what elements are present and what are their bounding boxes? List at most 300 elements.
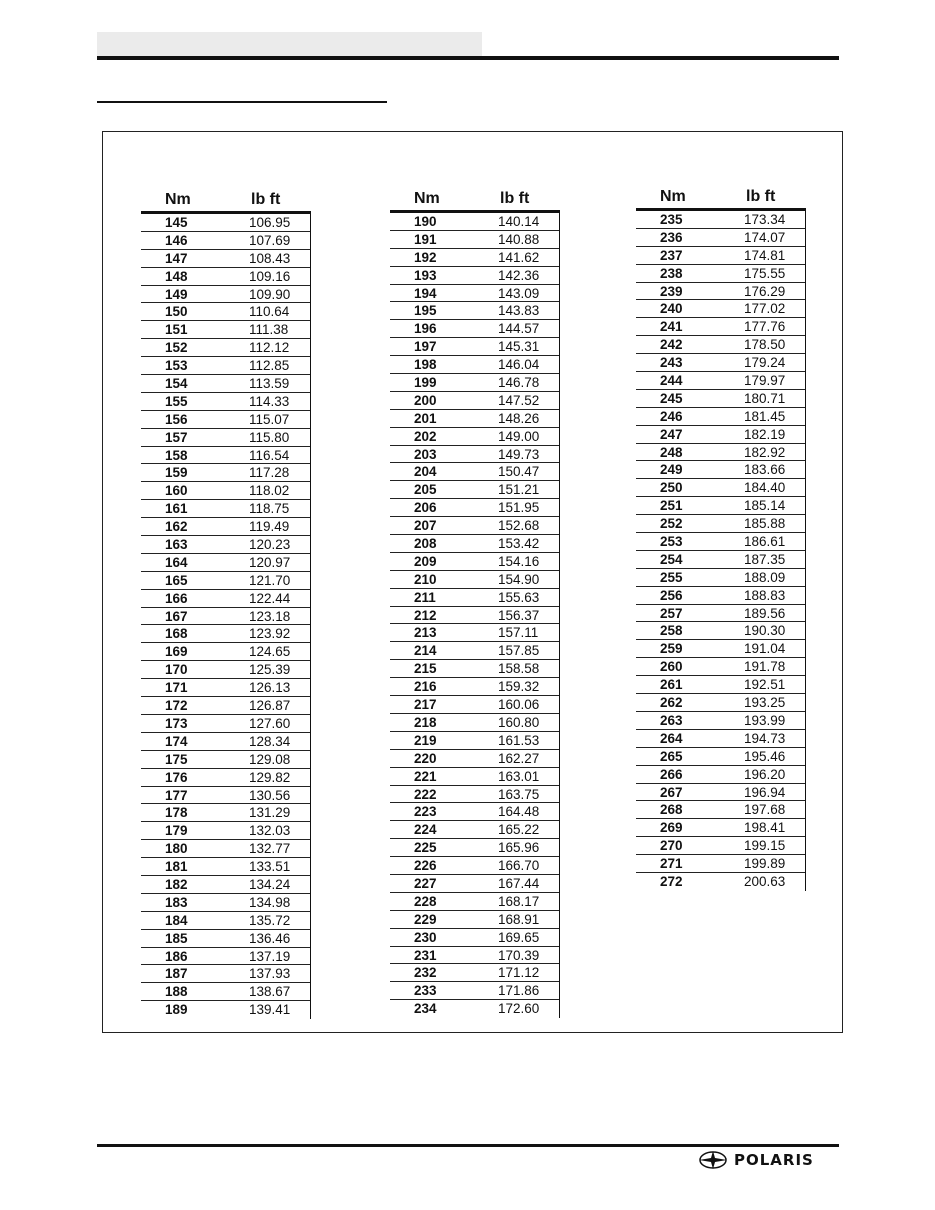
table-row bbox=[636, 372, 805, 390]
nm-value: 198 bbox=[414, 357, 437, 373]
nm-value: 259 bbox=[660, 641, 683, 657]
table-rows bbox=[141, 214, 311, 1019]
lbft-value: 180.71 bbox=[744, 390, 786, 406]
lbft-value: 109.16 bbox=[249, 268, 291, 284]
table-row bbox=[636, 801, 805, 819]
nm-value: 214 bbox=[414, 643, 437, 659]
nm-value: 234 bbox=[414, 1001, 437, 1017]
nm-value: 263 bbox=[660, 712, 683, 728]
lbft-value: 126.13 bbox=[249, 680, 291, 696]
table-row bbox=[141, 214, 310, 232]
table-row bbox=[141, 303, 310, 321]
lbft-value: 160.80 bbox=[498, 714, 540, 730]
nm-value: 152 bbox=[165, 340, 188, 356]
nm-value: 191 bbox=[414, 231, 437, 247]
table-row bbox=[141, 286, 310, 304]
lbft-value: 177.02 bbox=[744, 301, 786, 317]
lbft-value: 158.58 bbox=[498, 661, 540, 677]
table-row bbox=[141, 536, 310, 554]
nm-value: 185 bbox=[165, 930, 188, 946]
nm-value: 171 bbox=[165, 680, 188, 696]
lbft-value: 116.54 bbox=[249, 447, 290, 463]
lbft-value: 137.93 bbox=[249, 966, 291, 982]
nm-value: 227 bbox=[414, 875, 437, 891]
lbft-value: 165.96 bbox=[498, 840, 540, 856]
lbft-value: 176.29 bbox=[744, 283, 786, 299]
nm-value: 156 bbox=[165, 411, 188, 427]
nm-value: 176 bbox=[165, 769, 188, 785]
lbft-value: 200.63 bbox=[744, 873, 786, 889]
table-row bbox=[141, 715, 310, 733]
lbft-value: 195.46 bbox=[744, 748, 786, 764]
table-row bbox=[390, 481, 559, 499]
table-row bbox=[636, 551, 805, 569]
lbft-value: 185.14 bbox=[744, 498, 786, 514]
lbft-value: 125.39 bbox=[249, 662, 291, 678]
table-row bbox=[390, 463, 559, 481]
table-row bbox=[390, 642, 559, 660]
table-row bbox=[390, 320, 559, 338]
table-row bbox=[141, 751, 310, 769]
nm-value: 193 bbox=[414, 267, 437, 283]
table-row bbox=[636, 819, 805, 837]
lbft-value: 157.11 bbox=[498, 625, 539, 641]
lbft-value: 118.75 bbox=[249, 501, 290, 517]
table-row bbox=[390, 911, 559, 929]
lbft-value: 111.38 bbox=[249, 322, 289, 338]
nm-value: 208 bbox=[414, 536, 437, 552]
lbft-value: 172.60 bbox=[498, 1001, 540, 1017]
nm-value: 158 bbox=[165, 447, 188, 463]
header-shade-bar bbox=[97, 32, 482, 56]
nm-value: 187 bbox=[165, 966, 188, 982]
table-row bbox=[390, 535, 559, 553]
table-row bbox=[141, 339, 310, 357]
table-row bbox=[390, 696, 559, 714]
nm-value: 266 bbox=[660, 766, 683, 782]
column-header bbox=[141, 191, 311, 211]
nm-value: 270 bbox=[660, 838, 683, 854]
table-row bbox=[390, 714, 559, 732]
lbft-value: 192.51 bbox=[744, 677, 786, 693]
table-row bbox=[141, 965, 310, 983]
nm-value: 197 bbox=[414, 339, 437, 355]
lbft-value: 154.90 bbox=[498, 571, 540, 587]
nm-value: 172 bbox=[165, 698, 188, 714]
table-row bbox=[636, 622, 805, 640]
nm-value: 189 bbox=[165, 1002, 188, 1018]
nm-value: 245 bbox=[660, 390, 683, 406]
table-row bbox=[390, 267, 559, 285]
table-row bbox=[141, 429, 310, 447]
lbft-value: 106.95 bbox=[249, 215, 291, 230]
table-row bbox=[141, 393, 310, 411]
table-row bbox=[390, 821, 559, 839]
table-row bbox=[636, 855, 805, 873]
header-rule bbox=[97, 56, 839, 60]
lbft-value: 162.27 bbox=[498, 750, 540, 766]
lbft-value: 141.62 bbox=[498, 249, 540, 265]
lbft-value: 191.04 bbox=[744, 641, 786, 657]
nm-value: 240 bbox=[660, 301, 683, 317]
lbft-value: 167.44 bbox=[498, 875, 540, 891]
nm-value: 222 bbox=[414, 786, 437, 802]
table-row bbox=[141, 464, 310, 482]
table-row bbox=[636, 229, 805, 247]
lbft-value: 149.73 bbox=[498, 446, 540, 462]
lbft-value: 179.24 bbox=[744, 355, 786, 371]
lbft-value: 123.18 bbox=[249, 608, 291, 624]
lbft-value: 137.19 bbox=[249, 948, 291, 964]
table-row bbox=[390, 374, 559, 392]
table-row bbox=[636, 605, 805, 623]
nm-value: 170 bbox=[165, 662, 188, 678]
nm-value: 154 bbox=[165, 376, 188, 392]
nm-value: 256 bbox=[660, 587, 683, 603]
table-row bbox=[636, 211, 805, 229]
table-row bbox=[636, 479, 805, 497]
nm-value: 147 bbox=[165, 250, 188, 266]
title-rule bbox=[97, 101, 387, 103]
nm-value: 232 bbox=[414, 965, 437, 981]
header-nm: Nm bbox=[165, 191, 191, 208]
lbft-value: 145.31 bbox=[498, 339, 540, 355]
table-row bbox=[636, 444, 805, 462]
table-row bbox=[390, 857, 559, 875]
table-row bbox=[636, 247, 805, 265]
table-row bbox=[390, 571, 559, 589]
table-row bbox=[141, 930, 310, 948]
nm-value: 247 bbox=[660, 426, 683, 442]
lbft-value: 117.28 bbox=[249, 465, 290, 481]
table-row bbox=[141, 697, 310, 715]
nm-value: 258 bbox=[660, 623, 683, 639]
lbft-value: 170.39 bbox=[498, 947, 540, 963]
nm-value: 220 bbox=[414, 750, 437, 766]
table-row bbox=[390, 428, 559, 446]
nm-value: 179 bbox=[165, 823, 188, 839]
table-row bbox=[636, 354, 805, 372]
table-row bbox=[141, 1001, 310, 1019]
nm-value: 209 bbox=[414, 553, 437, 569]
table-row bbox=[141, 787, 310, 805]
lbft-value: 150.47 bbox=[498, 464, 540, 480]
table-row bbox=[636, 587, 805, 605]
lbft-value: 186.61 bbox=[744, 534, 786, 550]
lbft-value: 124.65 bbox=[249, 644, 291, 660]
lbft-value: 123.92 bbox=[249, 626, 291, 642]
table-row bbox=[636, 336, 805, 354]
table-row bbox=[390, 732, 559, 750]
lbft-value: 112.85 bbox=[249, 358, 290, 374]
table-row bbox=[636, 390, 805, 408]
nm-value: 223 bbox=[414, 804, 437, 820]
table-row bbox=[390, 982, 559, 1000]
table-row bbox=[141, 625, 310, 643]
lbft-value: 132.77 bbox=[249, 841, 291, 857]
nm-value: 230 bbox=[414, 929, 437, 945]
lbft-value: 178.50 bbox=[744, 337, 786, 353]
nm-value: 264 bbox=[660, 730, 683, 746]
table-row bbox=[141, 948, 310, 966]
nm-value: 211 bbox=[414, 589, 436, 605]
footer-rule bbox=[97, 1144, 839, 1147]
lbft-value: 199.89 bbox=[744, 856, 786, 872]
nm-value: 243 bbox=[660, 355, 683, 371]
nm-value: 226 bbox=[414, 858, 437, 874]
lbft-value: 199.15 bbox=[744, 838, 786, 854]
nm-value: 151 bbox=[165, 322, 188, 338]
nm-value: 162 bbox=[165, 519, 188, 535]
lbft-value: 193.99 bbox=[744, 712, 786, 728]
nm-value: 229 bbox=[414, 911, 437, 927]
table-row bbox=[141, 572, 310, 590]
table-row bbox=[636, 569, 805, 587]
lbft-value: 188.09 bbox=[744, 569, 786, 585]
lbft-value: 115.80 bbox=[249, 429, 290, 445]
lbft-value: 136.46 bbox=[249, 930, 291, 946]
lbft-value: 164.48 bbox=[498, 804, 540, 820]
lbft-value: 187.35 bbox=[744, 551, 786, 567]
lbft-value: 122.44 bbox=[249, 590, 291, 606]
nm-value: 206 bbox=[414, 500, 437, 516]
table-row bbox=[390, 803, 559, 821]
lbft-value: 112.12 bbox=[249, 340, 290, 356]
table-row bbox=[141, 357, 310, 375]
lbft-value: 135.72 bbox=[249, 912, 291, 928]
nm-value: 181 bbox=[165, 859, 188, 875]
nm-value: 167 bbox=[165, 608, 188, 624]
nm-value: 178 bbox=[165, 805, 188, 821]
nm-value: 183 bbox=[165, 894, 188, 910]
table-row bbox=[636, 748, 805, 766]
lbft-value: 163.75 bbox=[498, 786, 540, 802]
nm-value: 146 bbox=[165, 232, 188, 248]
nm-value: 148 bbox=[165, 268, 188, 284]
table-row bbox=[141, 500, 310, 518]
nm-value: 204 bbox=[414, 464, 437, 480]
lbft-value: 171.86 bbox=[498, 983, 540, 999]
table-row bbox=[141, 894, 310, 912]
nm-value: 262 bbox=[660, 695, 683, 711]
table-row bbox=[636, 497, 805, 515]
nm-value: 153 bbox=[165, 358, 188, 374]
table-row bbox=[390, 446, 559, 464]
lbft-value: 173.34 bbox=[744, 212, 786, 227]
nm-value: 190 bbox=[414, 214, 437, 229]
lbft-value: 138.67 bbox=[249, 984, 291, 1000]
table-row bbox=[636, 265, 805, 283]
nm-value: 182 bbox=[165, 876, 188, 892]
nm-value: 169 bbox=[165, 644, 188, 660]
table-column-3 bbox=[636, 188, 806, 891]
table-row bbox=[636, 640, 805, 658]
nm-value: 164 bbox=[165, 554, 188, 570]
lbft-value: 171.12 bbox=[498, 965, 540, 981]
table-row bbox=[141, 554, 310, 572]
nm-value: 195 bbox=[414, 303, 437, 319]
nm-value: 157 bbox=[165, 429, 188, 445]
table-row bbox=[636, 730, 805, 748]
lbft-value: 133.51 bbox=[249, 859, 291, 875]
nm-value: 272 bbox=[660, 873, 683, 889]
nm-value: 246 bbox=[660, 408, 683, 424]
lbft-value: 175.55 bbox=[744, 265, 786, 281]
lbft-value: 198.41 bbox=[744, 820, 786, 836]
table-row bbox=[390, 768, 559, 786]
lbft-value: 146.04 bbox=[498, 357, 540, 373]
nm-value: 202 bbox=[414, 428, 437, 444]
brand-name: POLARIS bbox=[734, 1151, 814, 1169]
lbft-value: 139.41 bbox=[249, 1002, 291, 1018]
nm-value: 174 bbox=[165, 733, 188, 749]
lbft-value: 154.16 bbox=[498, 553, 540, 569]
table-row bbox=[141, 840, 310, 858]
lbft-value: 113.59 bbox=[249, 376, 290, 392]
lbft-value: 155.63 bbox=[498, 589, 540, 605]
table-row bbox=[390, 213, 559, 231]
table-row bbox=[390, 750, 559, 768]
lbft-value: 114.33 bbox=[249, 393, 290, 409]
table-row bbox=[141, 679, 310, 697]
table-row bbox=[141, 375, 310, 393]
table-row bbox=[390, 231, 559, 249]
table-row bbox=[141, 268, 310, 286]
nm-value: 241 bbox=[660, 319, 683, 335]
lbft-value: 110.64 bbox=[249, 304, 290, 320]
lbft-value: 129.08 bbox=[249, 751, 291, 767]
nm-value: 212 bbox=[414, 607, 437, 623]
lbft-value: 108.43 bbox=[249, 250, 291, 266]
polaris-logo bbox=[698, 1149, 814, 1171]
lbft-value: 120.23 bbox=[249, 537, 291, 553]
nm-value: 268 bbox=[660, 802, 683, 818]
nm-value: 201 bbox=[414, 410, 437, 426]
column-header bbox=[636, 188, 806, 208]
nm-value: 180 bbox=[165, 841, 188, 857]
table-rows bbox=[636, 211, 806, 891]
table-column-2 bbox=[390, 190, 560, 1018]
table-row bbox=[390, 964, 559, 982]
table-row bbox=[390, 302, 559, 320]
table-row bbox=[141, 590, 310, 608]
table-column-1 bbox=[141, 191, 311, 1019]
header-lbft: lb ft bbox=[746, 188, 776, 205]
nm-value: 239 bbox=[660, 283, 683, 299]
lbft-value: 129.82 bbox=[249, 769, 291, 785]
table-row bbox=[141, 983, 310, 1001]
lbft-value: 132.03 bbox=[249, 823, 291, 839]
lbft-value: 152.68 bbox=[498, 518, 540, 534]
polaris-star-icon bbox=[698, 1150, 728, 1170]
nm-value: 163 bbox=[165, 537, 188, 553]
lbft-value: 163.01 bbox=[498, 768, 540, 784]
nm-value: 235 bbox=[660, 212, 683, 227]
lbft-value: 189.56 bbox=[744, 605, 786, 621]
nm-value: 231 bbox=[414, 947, 437, 963]
table-row bbox=[141, 482, 310, 500]
table-row bbox=[141, 643, 310, 661]
nm-value: 253 bbox=[660, 534, 683, 550]
table-row bbox=[141, 822, 310, 840]
nm-value: 218 bbox=[414, 714, 437, 730]
lbft-value: 174.81 bbox=[744, 247, 786, 263]
lbft-value: 197.68 bbox=[744, 802, 786, 818]
nm-value: 194 bbox=[414, 285, 437, 301]
nm-value: 224 bbox=[414, 822, 437, 838]
lbft-value: 157.85 bbox=[498, 643, 540, 659]
table-row bbox=[390, 839, 559, 857]
table-row bbox=[636, 712, 805, 730]
table-row bbox=[390, 285, 559, 303]
nm-value: 203 bbox=[414, 446, 437, 462]
table-row bbox=[390, 624, 559, 642]
nm-value: 217 bbox=[414, 697, 437, 713]
header-lbft: lb ft bbox=[251, 191, 281, 208]
lbft-value: 118.02 bbox=[249, 483, 290, 499]
nm-value: 207 bbox=[414, 518, 437, 534]
lbft-value: 143.09 bbox=[498, 285, 540, 301]
lbft-value: 185.88 bbox=[744, 516, 786, 532]
nm-value: 228 bbox=[414, 893, 437, 909]
lbft-value: 120.97 bbox=[249, 554, 291, 570]
lbft-value: 148.26 bbox=[498, 410, 540, 426]
nm-value: 149 bbox=[165, 286, 188, 302]
nm-value: 160 bbox=[165, 483, 188, 499]
nm-value: 219 bbox=[414, 732, 437, 748]
lbft-value: 140.14 bbox=[498, 214, 540, 229]
table-row bbox=[141, 608, 310, 626]
lbft-value: 142.36 bbox=[498, 267, 540, 283]
table-row bbox=[390, 947, 559, 965]
table-row bbox=[390, 338, 559, 356]
nm-value: 248 bbox=[660, 444, 683, 460]
nm-value: 221 bbox=[414, 768, 437, 784]
nm-value: 199 bbox=[414, 375, 437, 391]
nm-value: 249 bbox=[660, 462, 683, 478]
table-row bbox=[390, 517, 559, 535]
lbft-value: 165.22 bbox=[498, 822, 540, 838]
nm-value: 250 bbox=[660, 480, 683, 496]
table-row bbox=[636, 283, 805, 301]
lbft-value: 126.87 bbox=[249, 698, 291, 714]
table-row bbox=[390, 589, 559, 607]
nm-value: 244 bbox=[660, 373, 683, 389]
table-row bbox=[141, 411, 310, 429]
lbft-value: 168.17 bbox=[498, 893, 540, 909]
table-row bbox=[141, 232, 310, 250]
table-row bbox=[636, 515, 805, 533]
table-row bbox=[390, 875, 559, 893]
nm-value: 255 bbox=[660, 569, 683, 585]
table-row bbox=[390, 929, 559, 947]
table-row bbox=[636, 837, 805, 855]
nm-value: 168 bbox=[165, 626, 188, 642]
lbft-value: 107.69 bbox=[249, 232, 291, 248]
nm-value: 184 bbox=[165, 912, 188, 928]
table-row bbox=[390, 678, 559, 696]
nm-value: 165 bbox=[165, 572, 188, 588]
nm-value: 252 bbox=[660, 516, 683, 532]
table-row bbox=[636, 676, 805, 694]
table-row bbox=[141, 447, 310, 465]
nm-value: 173 bbox=[165, 715, 188, 731]
lbft-value: 182.19 bbox=[744, 426, 786, 442]
lbft-value: 169.65 bbox=[498, 929, 540, 945]
nm-value: 238 bbox=[660, 265, 683, 281]
table-row bbox=[636, 318, 805, 336]
table-row bbox=[141, 321, 310, 339]
